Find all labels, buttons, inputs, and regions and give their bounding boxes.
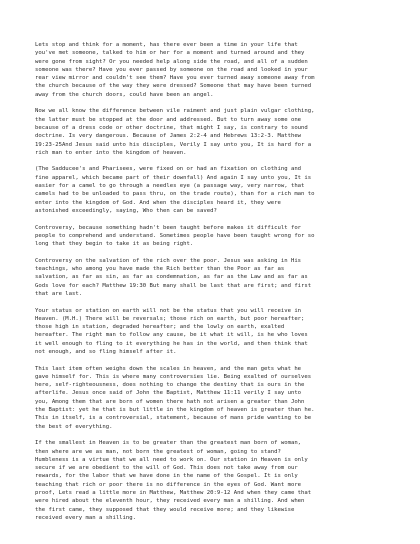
paragraph-3: (The Sadducee's and Pharisees, were fixed on or had an fixation on clothing and fine apparel, which became part of their downfall) And again I say unto you, It is easier for a camel to go through a needles eye (a passage way, very narrow, that camels had to be unloaded to pass thru, on the trade route), than for a rich man to enter into the kingdom of God. And when the disciples heard it, they were astonished exceedingly, saying, Who then can be saved? [35, 166, 315, 214]
paragraph-7: This last item often weighs down the scales in heaven, and the man gets what he gave himself for. This is where many controversies lie. Being exalted of ourselves here, self-righteousness, does nothing to change the destiny that is ours in the afterlife. Jesus once said of John the Baptist, Matthew 11:11 verily I say unto you, Among them that are born of women there hath not arisen a greater than John the Baptist: yet he that is but little in the kingdom of heaven is greater than he. This in itself, is a controversial, statement, because of mans pride wanting to be the best of everything. [35, 365, 315, 430]
paragraph-5: Controversy on the salvation of the rich over the poor. Jesus was asking in His teachings, who among you have made the Rich better than the Poor as far as salvation, as far as sin, as far as condemnation, as far as the Law and as far as Gods love for each? Matthew 19:30 But many shall be last that are first; and first that are last. [35, 257, 312, 297]
paragraph-8: If the smallest in Heaven is to be greater than the greatest man born of woman, then where are we as man, not born the greatest of woman, going to stand? Humbleness is a virtue that we all need to work on. Our station in Heaven is only secure if we are obedient to the will of God. This does not take away from our rewards, for the labor that we have done in the name of the Gospel. It is only teaching that rich or poor there is no difference in the eyes of God. Want more proof, Lets read a little more in Matthew, Matthew 20:9-12 And when they came that were hired about the eleventh hour, they received every man a shilling. And when the first came, they supposed that they would receive more; and they likewise received every man a shilling. [35, 440, 312, 521]
paragraph-1: Lets stop and think for a moment, has there ever been a time in your life that you've met someone, talked to him or her for a moment and turned around and they were gone from sight? Or you needed help along side the road, and all of a sudden someone was there? Have you ever passed by someone on the road and looked in your rear view mirror and couldn't see them? Have you ever turned away someone away from the church because of the way they were dressed? Someone that may have been turned away from the church doors, could have been an angel. [35, 42, 315, 98]
paragraph-4: Controversy, because something hadn't been taught before makes it difficult for people to comprehend and understand. Sometimes people have been taught wrong for so long that they begin to take it as being right. [35, 224, 315, 248]
paragraph-2: Now we all know the difference between vile raiment and just plain vulgar clothing, the latter must be stopped at the door and addressed. But to turn away some one because of a dress code or other doctrine, that might I say, is contrary to sound doctrine. Is very dangerous. Because of James 2:2-4 and Hebrews 13:2-3. Matthew 19:23-25And Jesus said unto his disciples, Verily I say unto you, It is hard for a rich man to enter into the kingdom of heaven. [35, 108, 315, 156]
paragraph-6: Your status or station on earth will not be the status that you will receive in Heaven. (M.H.) There will be reversals; those rich on earth, but poor hereafter; those high in station, degraded hereafter; and the lowly on earth, exalted hereafter. The right man to follow any cause, be it what it will, is he who loves it well enough to fling to it everything he has in the world, and then think that not enough, and so fling himself after it. [35, 307, 308, 355]
